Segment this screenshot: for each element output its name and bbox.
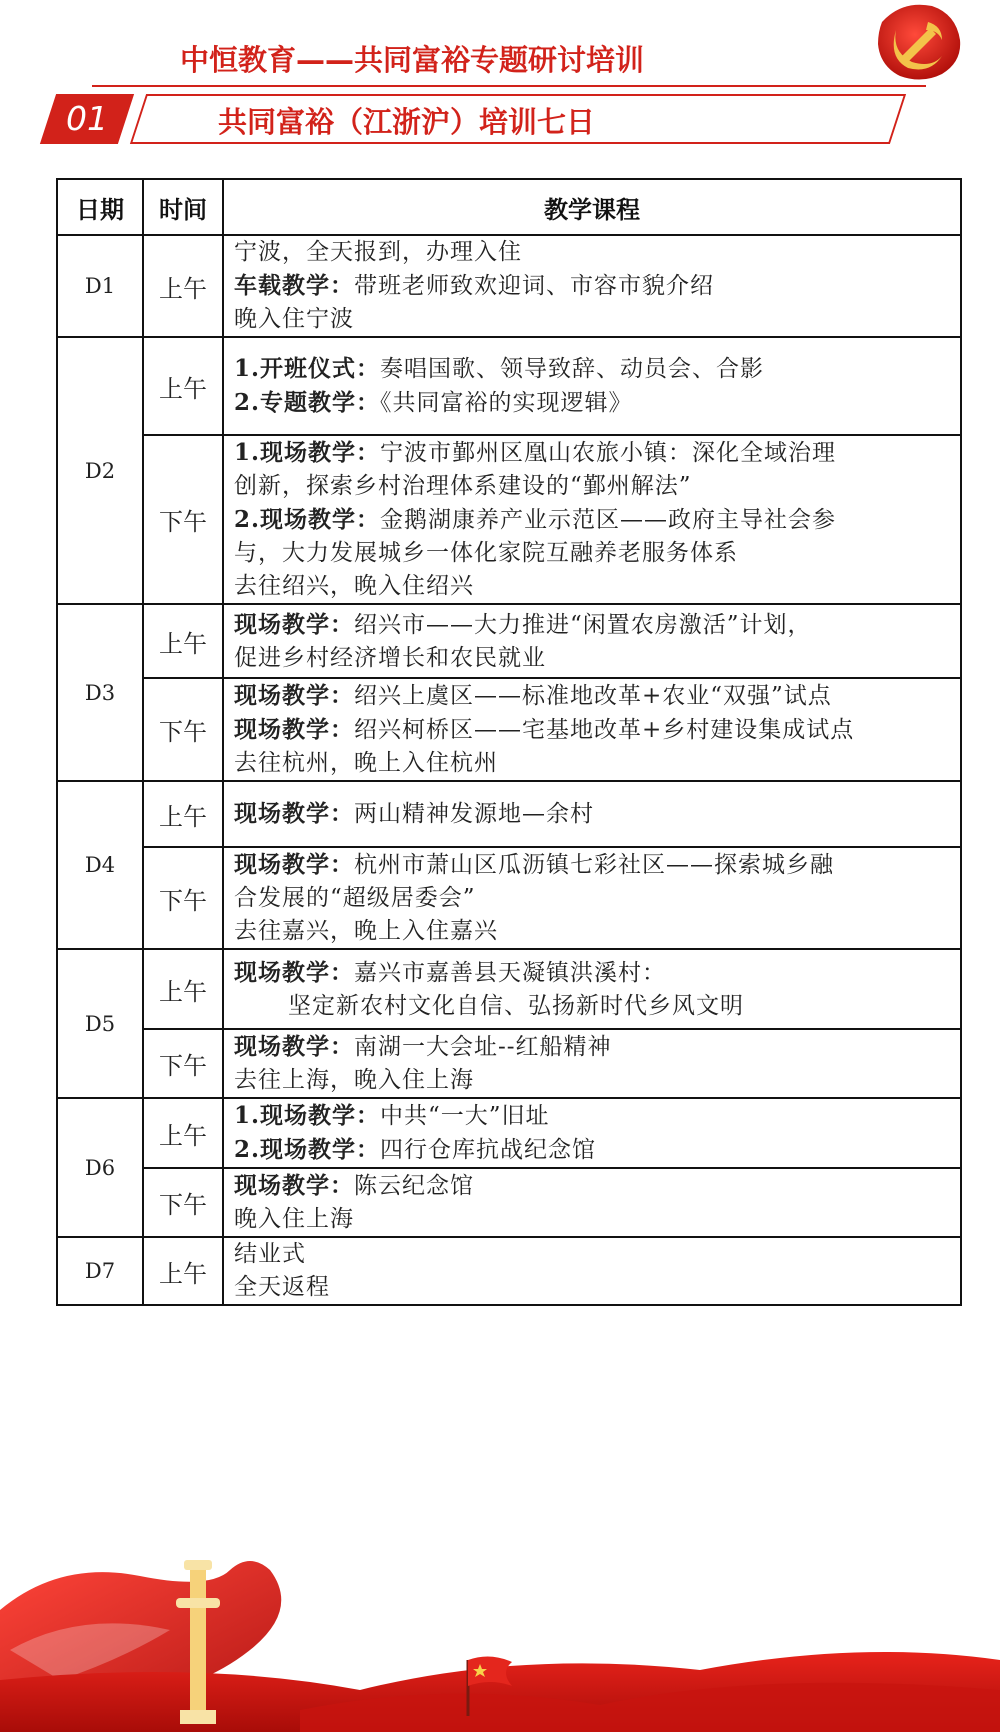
course-line-text: 宁波，全天报到，办理入住	[234, 239, 522, 265]
course-line	[234, 352, 950, 386]
course-line	[234, 269, 950, 303]
party-emblem-icon	[872, 0, 964, 84]
course-line	[234, 570, 950, 603]
course-line-text: 坚定新农村文化自信、弘扬新时代乡风文明	[288, 992, 744, 1019]
course-line-text: 南湖一大会址--红船精神	[354, 1034, 612, 1060]
section-number: 01	[66, 99, 108, 138]
session-content	[223, 949, 961, 1029]
session-time: 上午	[143, 949, 223, 1029]
table-row	[57, 949, 961, 1029]
course-line-label: 2.专题教学：	[234, 389, 381, 416]
course-line	[234, 1203, 950, 1236]
session-time: 下午	[143, 1029, 223, 1098]
table-row	[57, 435, 961, 604]
course-line-text: 嘉兴市嘉善县天凝镇洪溪村：	[354, 959, 666, 986]
course-line-text: 绍兴市——大力推进“闲置农房激活”计划，	[354, 611, 812, 638]
session-time: 下午	[143, 678, 223, 781]
course-line-text: 全天返程	[234, 1274, 330, 1300]
course-line-text: 四行仓库抗战纪念馆	[380, 1137, 597, 1163]
course-line	[234, 608, 950, 642]
course-line-text: 两山精神发源地—余村	[354, 801, 594, 827]
course-line	[234, 236, 950, 269]
course-line	[234, 386, 950, 420]
table-row	[57, 1029, 961, 1098]
course-line	[234, 679, 950, 713]
table-row	[57, 235, 961, 337]
course-line	[234, 990, 950, 1023]
course-line-label: 现场教学：	[234, 800, 354, 827]
schedule-body	[57, 235, 961, 1305]
session-time: 上午	[143, 1237, 223, 1305]
session-content	[223, 604, 961, 678]
course-line-text: 绍兴上虞区——标准地改革+农业“双强”试点	[354, 683, 832, 709]
session-content	[223, 1237, 961, 1305]
course-line	[234, 436, 950, 470]
course-line	[234, 848, 950, 882]
course-line-label: 现场教学：	[234, 682, 354, 709]
table-row	[57, 337, 961, 435]
header-course: 教学课程	[223, 179, 961, 235]
session-content	[223, 235, 961, 337]
course-line	[234, 1030, 950, 1064]
course-line	[234, 882, 950, 915]
course-line-label: 1.现场教学：	[234, 439, 381, 466]
session-time: 上午	[143, 781, 223, 847]
course-line-text: 《共同富裕的实现逻辑》	[380, 390, 633, 416]
course-line-text: 去往绍兴，晚入住绍兴	[234, 573, 474, 599]
section-title: 共同富裕（江浙沪）培训七日	[218, 105, 596, 139]
course-line	[234, 915, 950, 948]
header-time: 时间	[143, 179, 223, 235]
course-line	[234, 642, 950, 675]
table-row	[57, 847, 961, 949]
course-line-label: 2.现场教学：	[234, 1136, 381, 1163]
course-line-text: 去往嘉兴，晚上入住嘉兴	[234, 918, 498, 944]
course-line-label: 现场教学：	[234, 716, 354, 743]
title-divider	[92, 85, 926, 87]
course-line	[234, 956, 950, 990]
course-line	[234, 537, 950, 570]
session-time: 下午	[143, 1168, 223, 1237]
course-line-text: 合发展的“超级居委会”	[234, 885, 476, 911]
session-content	[223, 337, 961, 435]
table-row	[57, 1168, 961, 1237]
course-line	[234, 1238, 950, 1271]
table-row	[57, 604, 961, 678]
day-label: D6	[57, 1098, 143, 1237]
course-line	[234, 1133, 950, 1167]
day-label: D2	[57, 337, 143, 604]
course-line-text: 宁波市鄞州区凰山农旅小镇：深化全域治理	[380, 440, 837, 466]
course-line-text: 晚入住宁波	[234, 306, 354, 332]
course-line-text: 去往上海，晚入住上海	[234, 1067, 474, 1093]
course-line-label: 现场教学：	[234, 1172, 354, 1199]
day-label: D4	[57, 781, 143, 949]
session-content	[223, 847, 961, 949]
course-line-text: 结业式	[234, 1241, 306, 1267]
course-line	[234, 797, 950, 831]
header-date: 日期	[57, 179, 143, 235]
course-line-label: 车载教学：	[234, 272, 354, 299]
day-label: D3	[57, 604, 143, 781]
course-line-label: 1.现场教学：	[234, 1102, 381, 1129]
course-line	[234, 1099, 950, 1133]
course-line-text: 促进乡村经济增长和农民就业	[234, 644, 546, 671]
day-label: D5	[57, 949, 143, 1098]
session-time: 上午	[143, 1098, 223, 1168]
table-row	[57, 781, 961, 847]
session-content	[223, 435, 961, 604]
course-line-text: 去往杭州，晚上入住杭州	[234, 750, 498, 776]
section-number-badge	[40, 94, 134, 144]
course-line-label: 现场教学：	[234, 958, 354, 986]
course-line-text: 带班老师致欢迎词、市容市貌介绍	[354, 273, 714, 299]
table-row	[57, 1237, 961, 1305]
course-line	[234, 503, 950, 537]
schedule-table	[56, 178, 962, 1306]
course-line	[234, 470, 950, 503]
course-line	[234, 1271, 950, 1304]
table-header-row	[57, 179, 961, 235]
table-row	[57, 678, 961, 781]
table-row	[57, 1098, 961, 1168]
course-line-text: 创新，探索乡村治理体系建设的“鄞州解法”	[234, 473, 692, 499]
course-line	[234, 1169, 950, 1203]
session-content	[223, 781, 961, 847]
course-line-text: 中共“一大”旧址	[380, 1103, 550, 1129]
course-line-label: 现场教学：	[234, 1033, 354, 1060]
course-line-text: 与，大力发展城乡一体化家院互融养老服务体系	[234, 540, 738, 566]
course-line-text: 杭州市萧山区瓜沥镇七彩社区——探索城乡融	[354, 852, 834, 878]
decorative-bottom-banner	[0, 1540, 1000, 1732]
session-content	[223, 1168, 961, 1237]
course-line	[234, 1064, 950, 1097]
course-line-text: 晚入住上海	[234, 1206, 354, 1232]
page-title: 中恒教育——共同富裕专题研讨培训	[180, 43, 645, 77]
session-time: 上午	[143, 235, 223, 337]
course-line-text: 金鹅湖康养产业示范区——政府主导社会参	[380, 507, 837, 533]
course-line	[234, 713, 950, 747]
day-label: D1	[57, 235, 143, 337]
day-label: D7	[57, 1237, 143, 1305]
course-line-label: 现场教学：	[234, 851, 354, 878]
session-time: 上午	[143, 337, 223, 435]
session-time: 下午	[143, 847, 223, 949]
course-line-label: 1.开班仪式：	[234, 355, 381, 382]
session-content	[223, 1098, 961, 1168]
session-time: 下午	[143, 435, 223, 604]
course-line-label: 2.现场教学：	[234, 506, 381, 533]
session-time: 上午	[143, 604, 223, 678]
session-content	[223, 1029, 961, 1098]
course-line-text: 绍兴柯桥区——宅基地改革+乡村建设集成试点	[354, 717, 855, 743]
course-line-label: 现场教学：	[234, 610, 354, 638]
session-content	[223, 678, 961, 781]
course-line-text: 奏唱国歌、领导致辞、动员会、合影	[380, 356, 765, 382]
course-line	[234, 303, 950, 336]
course-line-text: 陈云纪念馆	[354, 1173, 474, 1199]
course-line	[234, 747, 950, 780]
